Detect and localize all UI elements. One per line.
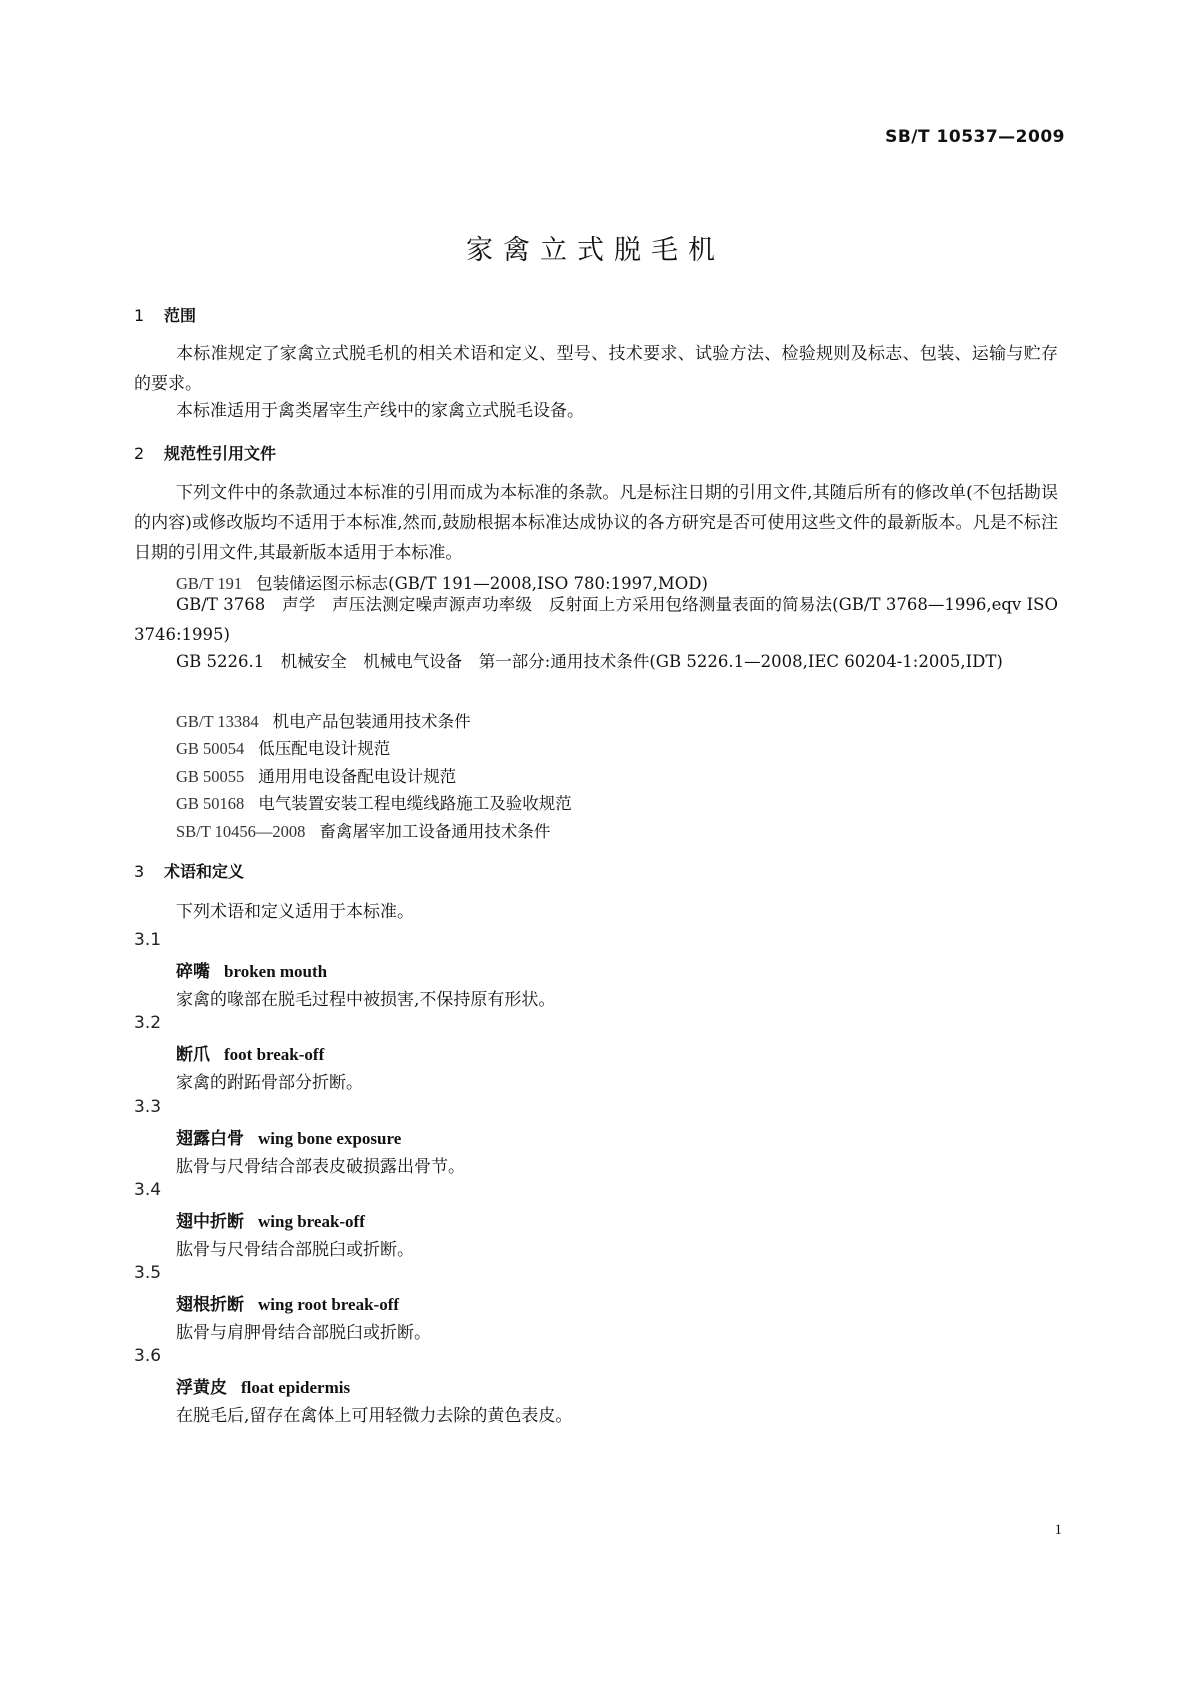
- term-number: 3.3: [134, 1097, 162, 1117]
- reference-item: [134, 590, 1058, 650]
- term-definition: 肱骨与尺骨结合部脱臼或折断。: [176, 1240, 414, 1260]
- term-number: 3.4: [134, 1180, 162, 1200]
- reference-title: 畜禽屠宰加工设备通用技术条件: [319, 822, 551, 841]
- term-name: [176, 1290, 399, 1315]
- section-number: 1: [134, 306, 145, 325]
- reference-title: 包装储运图示标志(GB/T 191—2008,ISO 780:1997,MOD): [256, 574, 708, 593]
- paragraph: 下列术语和定义适用于本标准。: [176, 902, 414, 922]
- term-name: [176, 1373, 350, 1398]
- section-title: 规范性引用文件: [164, 444, 277, 463]
- term-name: [176, 1040, 324, 1065]
- section-1-heading: [134, 303, 196, 326]
- reference-title: 低压配电设计规范: [258, 739, 391, 758]
- reference-code: GB 50055: [176, 767, 245, 786]
- section-title: 术语和定义: [164, 862, 245, 881]
- paragraph: 本标准适用于禽类屠宰生产线中的家禽立式脱毛设备。: [176, 401, 584, 421]
- term-definition: 家禽的跗跖骨部分折断。: [176, 1073, 363, 1093]
- reference-item: [176, 818, 550, 842]
- standard-code: SB/T 10537—2009: [885, 127, 1065, 147]
- reference-code: GB 50054: [176, 739, 245, 758]
- term-en: wing root break-off: [258, 1295, 400, 1314]
- reference-code: GB/T 3768: [176, 595, 266, 614]
- reference-item: [134, 647, 1058, 677]
- term-definition: 肱骨与尺骨结合部表皮破损露出骨节。: [176, 1157, 465, 1177]
- term-zh: 碎嘴: [176, 962, 210, 982]
- page-number: 1: [1054, 1522, 1062, 1538]
- term-zh: 翅中折断: [176, 1212, 244, 1232]
- term-en: wing break-off: [258, 1212, 365, 1231]
- term-name: [176, 957, 327, 982]
- term-en: float epidermis: [241, 1378, 351, 1397]
- reference-title: 声学 声压法测定噪声源声功率级 反射面上方采用包络测量表面的简易法(GB/T 3768—1996,eqv ISO 3746:1995): [134, 595, 1059, 644]
- reference-code: SB/T 10456—2008: [176, 822, 306, 841]
- document-title: 家禽立式脱毛机: [466, 235, 725, 266]
- term-name: [176, 1207, 365, 1232]
- term-number: 3.2: [134, 1013, 162, 1033]
- paragraph: 下列文件中的条款通过本标准的引用而成为本标准的条款。凡是标注日期的引用文件,其随后所有的修改单(不包括勘误的内容)或修改版均不适用于本标准,然而,鼓励根据本标准达成协议的各方研究是否可使用这些文件的最新版本。凡是不标注日期的引用文件,其最新版本适用于本标准。: [134, 483, 1058, 563]
- section-2-heading: [134, 441, 276, 464]
- reference-title: 通用用电设备配电设计规范: [258, 767, 457, 786]
- reference-item: [176, 708, 471, 732]
- term-definition: 家禽的喙部在脱毛过程中被损害,不保持原有形状。: [176, 990, 556, 1010]
- section-number: 2: [134, 444, 145, 463]
- reference-code: GB 5226.1: [176, 652, 265, 671]
- reference-code: GB/T 13384: [176, 712, 259, 731]
- section-number: 3: [134, 862, 145, 881]
- paragraph: 本标准规定了家禽立式脱毛机的相关术语和定义、型号、技术要求、试验方法、检验规则及标志、包装、运输与贮存的要求。: [134, 344, 1058, 394]
- reference-code: GB 50168: [176, 794, 245, 813]
- reference-title: 机械安全 机械电气设备 第一部分:通用技术条件(GB 5226.1—2008,IEC 60204-1:2005,IDT): [280, 652, 1003, 671]
- reference-item: [176, 763, 456, 787]
- term-name: [176, 1124, 401, 1149]
- reference-title: 机电产品包装通用技术条件: [272, 712, 471, 731]
- term-zh: 翅根折断: [176, 1295, 244, 1315]
- term-zh: 断爪: [176, 1045, 210, 1065]
- term-number: 3.6: [134, 1346, 162, 1366]
- term-en: wing bone exposure: [258, 1129, 402, 1148]
- term-en: broken mouth: [224, 962, 328, 981]
- reference-code: GB/T 191: [176, 574, 243, 593]
- term-number: 3.1: [134, 930, 162, 950]
- term-zh: 翅露白骨: [176, 1129, 244, 1149]
- term-zh: 浮黄皮: [176, 1378, 227, 1398]
- reference-item: [176, 735, 390, 759]
- reference-item: [176, 790, 572, 814]
- term-definition: 在脱毛后,留存在禽体上可用轻微力去除的黄色表皮。: [176, 1406, 573, 1426]
- section-3-heading: [134, 859, 244, 882]
- term-number: 3.5: [134, 1263, 162, 1283]
- section-title: 范围: [164, 306, 197, 325]
- term-definition: 肱骨与肩胛骨结合部脱臼或折断。: [176, 1323, 431, 1343]
- reference-title: 电气装置安装工程电缆线路施工及验收规范: [258, 794, 572, 813]
- term-en: foot break-off: [224, 1045, 325, 1064]
